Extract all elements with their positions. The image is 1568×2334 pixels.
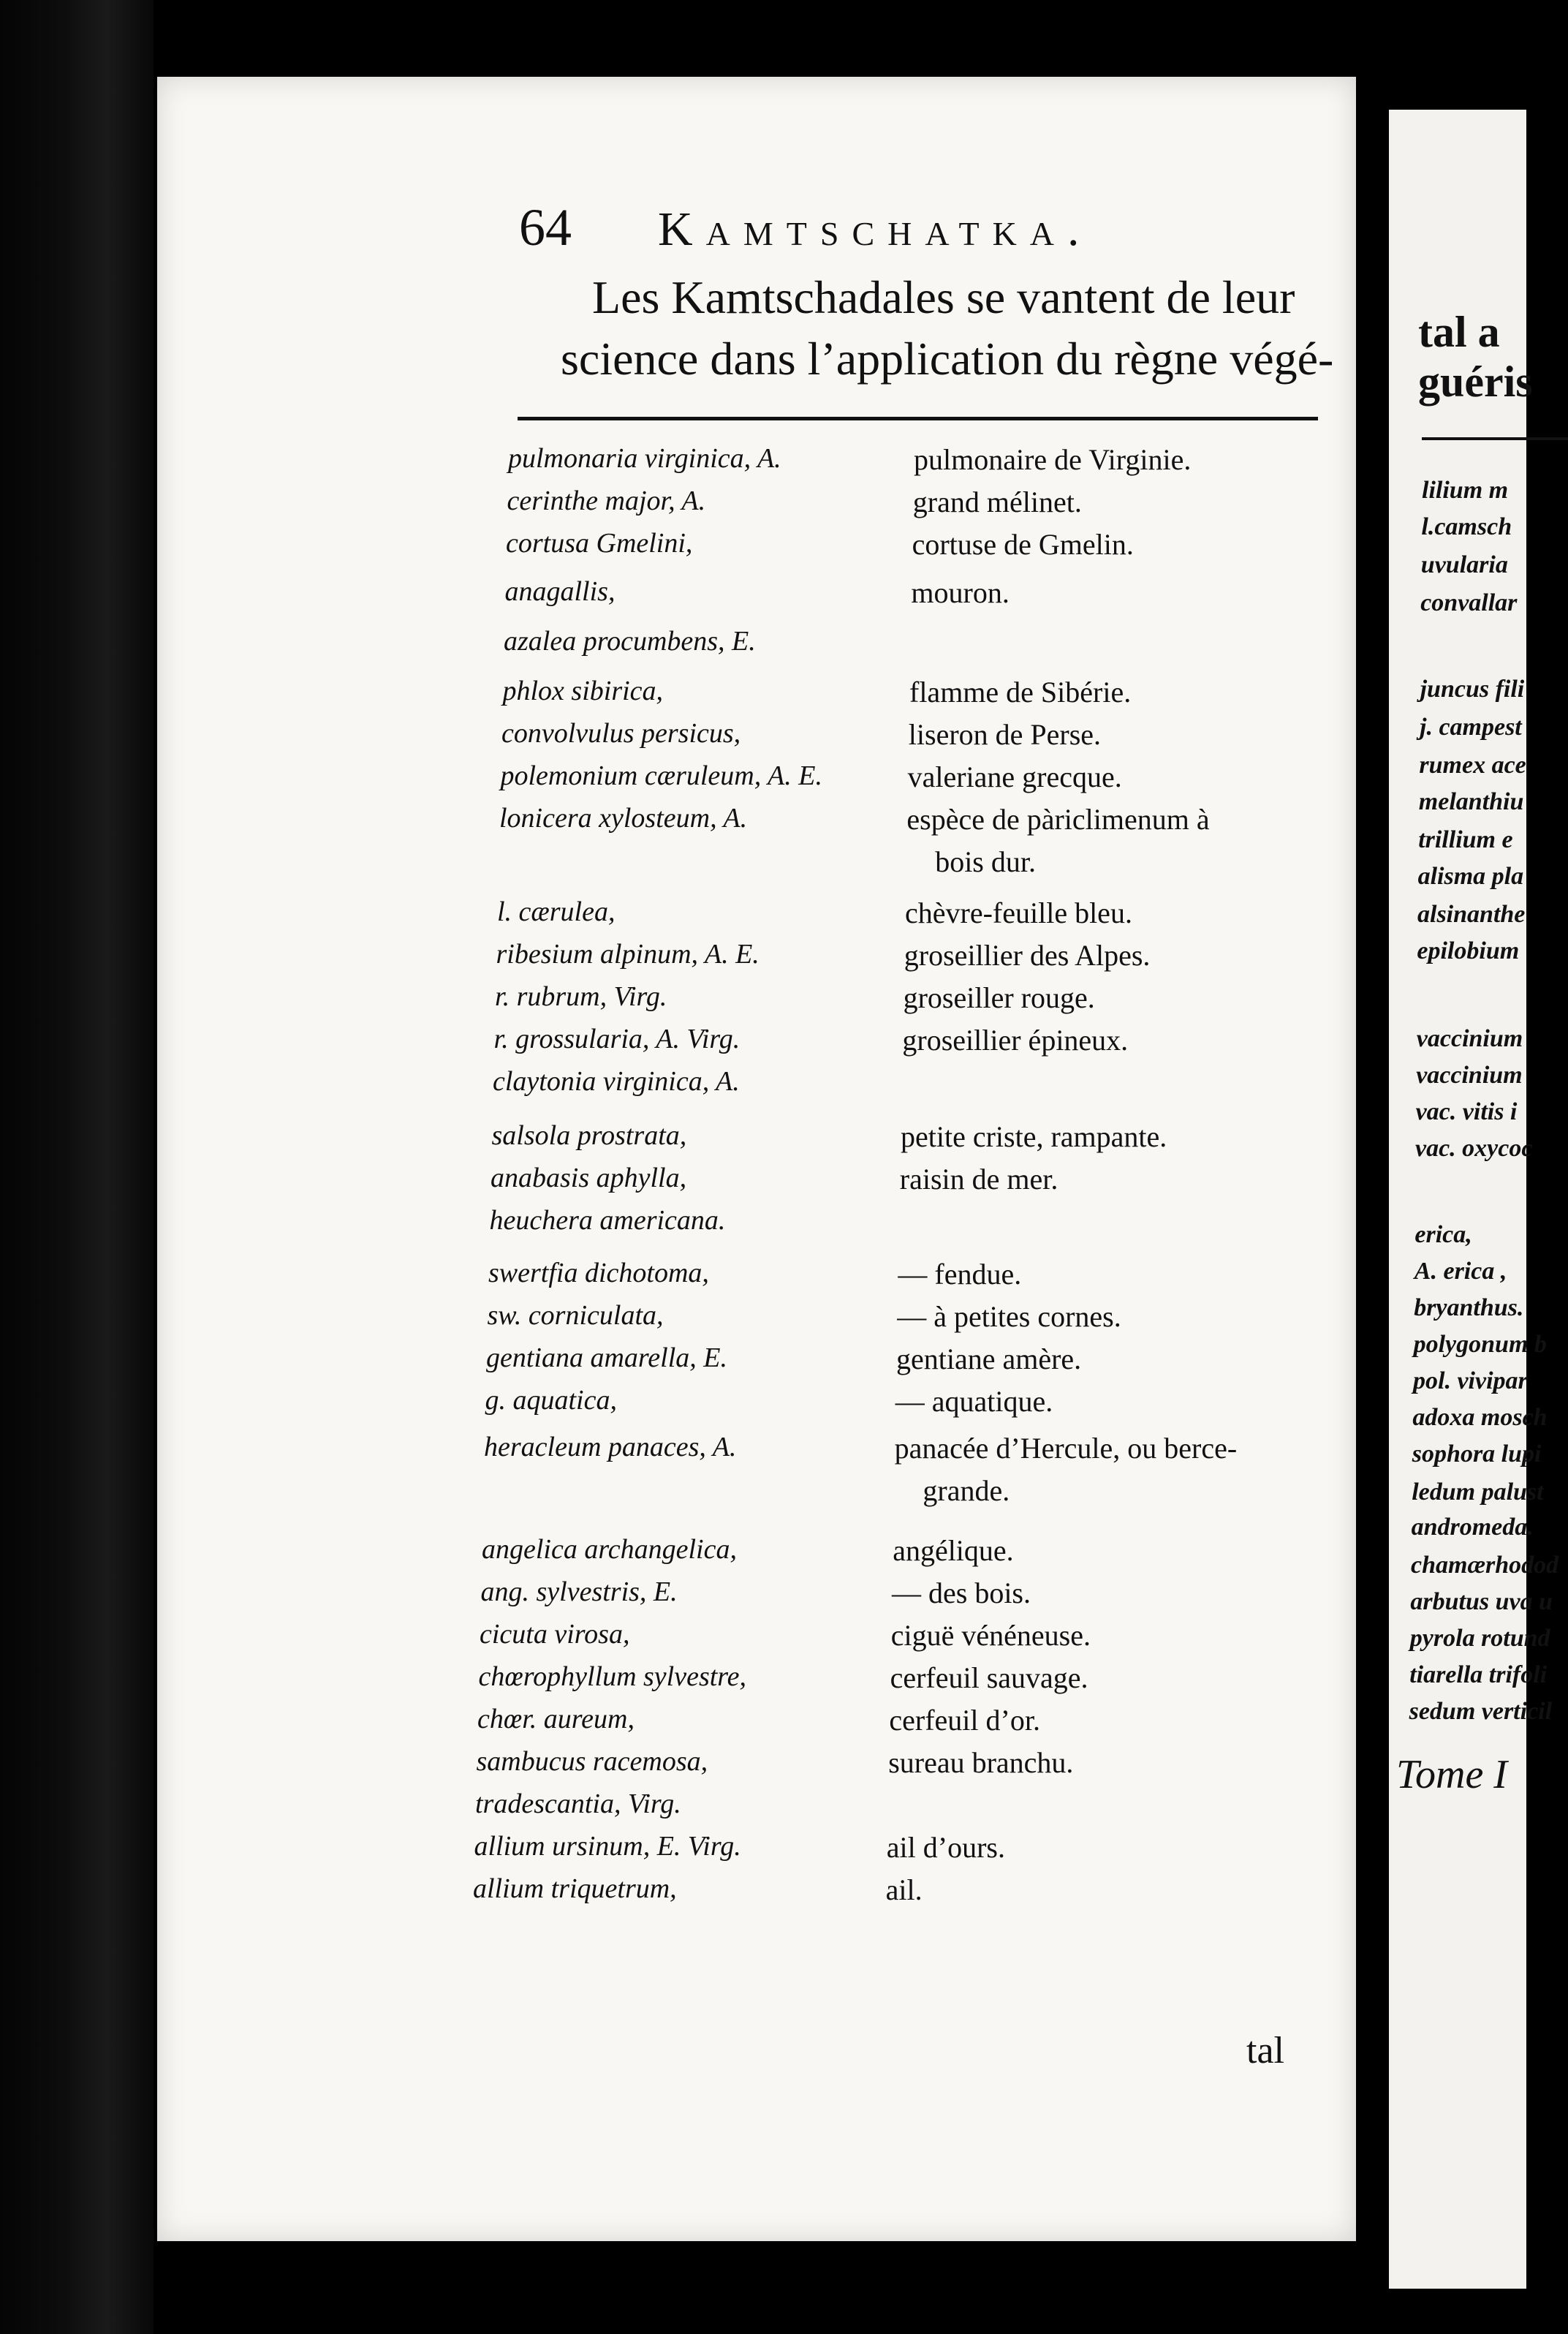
latin-name: gentiana amarella, E. <box>486 1342 727 1373</box>
latin-name: salsola prostrata, <box>491 1120 687 1151</box>
french-name: cerfeuil sauvage. <box>890 1661 1088 1694</box>
latin-name: ang. sylvestris, E. <box>480 1576 678 1607</box>
intro-line-1: Les Kamtschadales se vantent de leur <box>592 271 1295 323</box>
french-name: groseillier épineux. <box>902 1024 1129 1057</box>
latin-name: l. cærulea, <box>497 896 616 927</box>
facing-top-line: tal a <box>1418 308 1500 356</box>
latin-name: polemonium cæruleum, A. E. <box>500 760 822 791</box>
french-name: angélique. <box>893 1534 1014 1567</box>
latin-name: convolvulus persicus, <box>501 718 741 749</box>
french-name: ciguë vénéneuse. <box>890 1619 1091 1652</box>
latin-name: tradescantia, Virg. <box>475 1789 681 1819</box>
latin-name: pulmonaria virginica, A. <box>508 443 781 474</box>
french-name: ail d’ours. <box>886 1831 1005 1864</box>
latin-name: angelica archangelica, <box>482 1534 737 1565</box>
latin-name: azalea procumbens, E. <box>504 626 756 657</box>
facing-list-item: epilobium <box>1417 937 1520 964</box>
latin-name: cicuta virosa, <box>480 1619 630 1650</box>
french-name: groseillier des Alpes. <box>904 939 1151 972</box>
latin-name: allium triquetrum, <box>473 1873 677 1904</box>
book-binding-edge <box>0 0 154 2334</box>
facing-top-line: guéris <box>1418 358 1533 406</box>
facing-list-item: chamærhodod <box>1411 1552 1559 1579</box>
french-name: pulmonaire de Virginie. <box>914 443 1192 476</box>
french-name: valeriane grecque. <box>907 760 1122 793</box>
french-name: ail. <box>885 1873 923 1906</box>
latin-name: anabasis aphylla, <box>491 1163 687 1193</box>
latin-name: lonicera xylosteum, A. <box>499 803 748 834</box>
french-name: grande. <box>923 1474 1010 1507</box>
book-page <box>157 77 1356 2241</box>
facing-list-item: uvularia <box>1420 551 1508 578</box>
facing-list-item: sophora lupi <box>1412 1440 1542 1468</box>
latin-name: cerinthe major, A. <box>507 486 706 516</box>
facing-list-item: tiarella trifoli <box>1409 1661 1548 1688</box>
french-name: — aquatique. <box>895 1385 1053 1418</box>
facing-list-item: bryanthus. <box>1414 1294 1524 1321</box>
facing-list-item: l.camsch <box>1421 513 1512 540</box>
french-name: flamme de Sibérie. <box>909 676 1132 709</box>
latin-name: sambucus racemosa, <box>476 1746 708 1777</box>
latin-name: g. aquatica, <box>485 1385 617 1416</box>
latin-name: sw. corniculata, <box>487 1300 664 1331</box>
french-name: — fendue. <box>898 1258 1022 1291</box>
facing-list-item: rumex ace <box>1419 752 1526 779</box>
french-name: cortuse de Gmelin. <box>912 528 1134 561</box>
french-name: petite criste, rampante. <box>901 1120 1167 1153</box>
french-name: bois dur. <box>935 845 1036 878</box>
facing-list-item: sedum verticil <box>1409 1698 1553 1725</box>
french-name: — des bois. <box>892 1576 1031 1609</box>
facing-list-item: vac. oxycoc <box>1415 1135 1533 1162</box>
facing-list-item: trillium e <box>1418 826 1513 853</box>
latin-name: heracleum panaces, A. <box>484 1432 737 1462</box>
intro-line-2: science dans l’application du règne végé- <box>561 333 1334 385</box>
french-name: mouron. <box>911 576 1010 609</box>
french-name: raisin de mer. <box>899 1163 1058 1196</box>
facing-list-item: juncus fili <box>1420 676 1525 703</box>
facing-list-item: alsinanthe <box>1417 901 1526 928</box>
latin-name: cortusa Gmelini, <box>506 528 693 559</box>
facing-list-item: ledum palust <box>1412 1478 1544 1506</box>
french-name: — à petites cornes. <box>897 1300 1121 1333</box>
facing-page <box>1389 110 1559 2289</box>
french-name: panacée d’Hercule, ou berce- <box>894 1432 1238 1465</box>
latin-name: claytonia virginica, A. <box>493 1066 740 1097</box>
facing-list-item: vac. vitis i <box>1415 1098 1518 1125</box>
latin-name: phlox sibirica, <box>502 676 664 706</box>
facing-list-item: arbutus uva u <box>1410 1588 1553 1615</box>
running-title: Kamtschatka. <box>658 203 1093 256</box>
latin-name: chœr. aureum, <box>477 1704 635 1734</box>
facing-list-item: andromeda. <box>1411 1514 1534 1541</box>
facing-list-item: melanthiu <box>1418 788 1524 815</box>
facing-list-item: lilium m <box>1422 477 1509 504</box>
facing-list-item: adoxa mosch <box>1412 1404 1548 1431</box>
latin-name: chœrophyllum sylvestre, <box>478 1661 747 1692</box>
facing-list-item: alisma pla <box>1417 863 1524 890</box>
french-name: sureau branchu. <box>888 1746 1074 1779</box>
facing-list-item: vaccinium <box>1416 1062 1523 1089</box>
french-name: liseron de Perse. <box>908 718 1102 751</box>
plant-list <box>157 77 1356 2241</box>
french-name: gentiane amère. <box>896 1342 1082 1375</box>
french-name: groseiller rouge. <box>903 981 1095 1014</box>
facing-list-item: j. campest <box>1420 714 1522 741</box>
latin-name: r. grossularia, A. Virg. <box>493 1024 741 1054</box>
facing-list-item: A. erica , <box>1414 1258 1507 1285</box>
catchword: tal <box>1246 2030 1284 2071</box>
latin-name: heuchera americana. <box>489 1205 726 1236</box>
facing-list-item: convallar <box>1420 589 1518 616</box>
latin-name: r. rubrum, Virg. <box>495 981 667 1012</box>
facing-list-item: polygonum b <box>1413 1331 1547 1358</box>
french-name: chèvre-feuille bleu. <box>905 896 1132 929</box>
facing-list-item: pyrola rotund <box>1409 1625 1550 1652</box>
latin-name: anagallis, <box>504 576 616 607</box>
latin-name: swertfia dichotoma, <box>488 1258 709 1288</box>
facing-list-item: vaccinium <box>1416 1025 1523 1052</box>
french-name: grand mélinet. <box>912 486 1082 518</box>
latin-name: allium ursinum, E. Virg. <box>474 1831 741 1862</box>
facing-footer: Tome I <box>1396 1752 1507 1797</box>
french-name: cerfeuil d’or. <box>889 1704 1040 1737</box>
facing-list-item: erica, <box>1414 1221 1472 1248</box>
facing-list-item: pol. vivipar <box>1413 1367 1528 1394</box>
french-name: espèce de pàriclimenum à <box>906 803 1210 836</box>
page-number: 64 <box>519 198 572 257</box>
latin-name: ribesium alpinum, A. E. <box>496 939 760 970</box>
facing-rule <box>1422 437 1568 440</box>
